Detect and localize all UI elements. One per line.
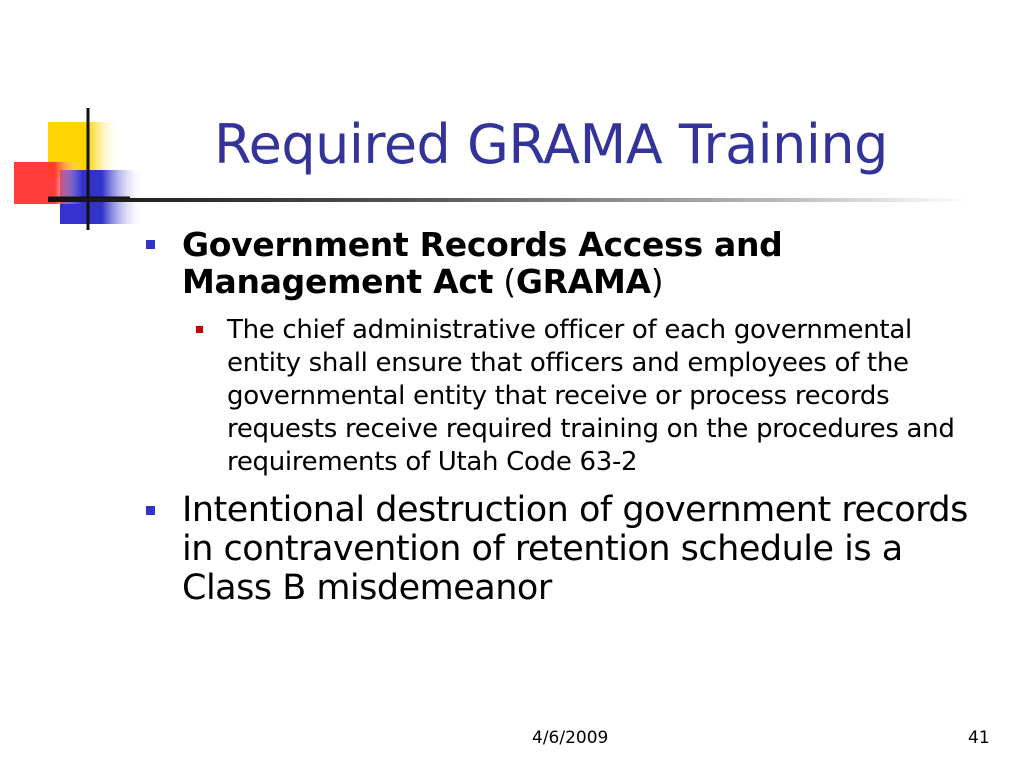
slide-body: [140, 226, 1000, 608]
sub-bullet-square-icon: [196, 326, 203, 333]
bullet-item: [140, 226, 1000, 300]
sub-bullet-text: The chief administrative officer of each governmental entity shall ensure that officers and employees of the governmental entity that receive or process records requests receive required training on the procedures and requirements of Utah Code 63-2: [227, 315, 955, 477]
sub-bullet-item: [140, 314, 1000, 479]
slide-title: Required GRAMA Training: [214, 113, 888, 176]
bullet-square-icon: [146, 506, 155, 515]
bullet-text-bold: Government Records Access and Management Act: [182, 225, 783, 301]
slide-logo-icon: [0, 100, 150, 240]
title-divider: [48, 198, 968, 202]
bullet-paren-open: (: [493, 262, 516, 301]
bullet-item: [140, 491, 1000, 608]
bullet-text: Intentional destruction of government records in contravention of retention schedule is a Class B misdemeanor: [182, 490, 968, 608]
footer-date: 4/6/2009: [532, 728, 609, 748]
footer-page-number: 41: [968, 728, 990, 748]
bullet-text-acronym: GRAMA: [515, 262, 651, 301]
bullet-paren-close: ): [650, 262, 664, 301]
bullet-square-icon: [146, 240, 155, 249]
